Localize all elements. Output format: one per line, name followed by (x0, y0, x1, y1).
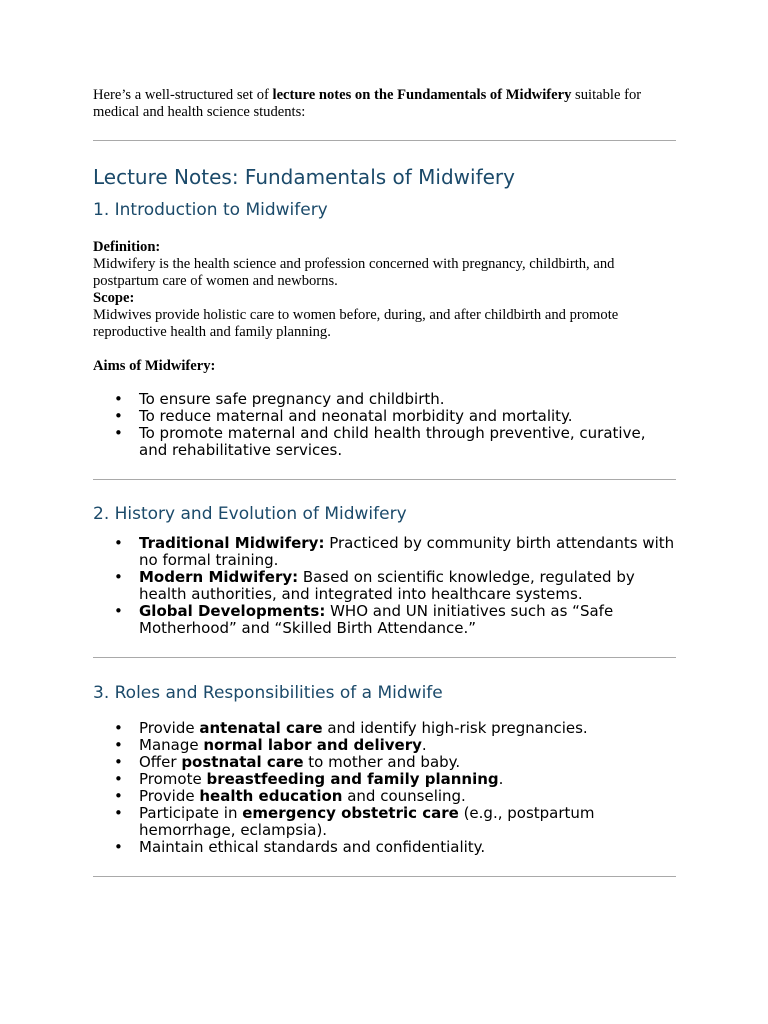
list-item: • Modern Midwifery: Based on scientific knowledge, regulated by health authorities, and integrated into healthcare systems. (114, 568, 635, 603)
intro-bold: lecture notes on the Fundamentals of Midwifery (272, 87, 572, 103)
bullet-icon: • (114, 390, 123, 408)
history-list (93, 535, 676, 637)
bullet-icon: • (114, 804, 123, 822)
bullet-icon: • (114, 534, 123, 552)
aims-list (93, 391, 676, 459)
divider-3 (93, 657, 676, 658)
list-item: • To reduce maternal and neonatal morbidity and mortality. (114, 407, 573, 425)
aims-label: Aims of Midwifery: (93, 358, 216, 374)
scope-text: Midwives provide holistic care to women before, during, and after childbirth and promote reproductive health and family planning. (93, 307, 619, 340)
bullet-icon: • (114, 602, 123, 620)
list-item: • Manage normal labor and delivery. (114, 736, 427, 754)
scope-label: Scope: (93, 290, 135, 306)
bullet-icon: • (114, 407, 123, 425)
divider-2 (93, 479, 676, 480)
list-item: • Offer postnatal care to mother and baby. (114, 753, 461, 771)
list-item: • Maintain ethical standards and confidentiality. (114, 838, 486, 856)
list-item: • Provide health education and counseling. (114, 787, 466, 805)
section-2-heading: 2. History and Evolution of Midwifery (93, 504, 407, 524)
document-page (93, 87, 676, 877)
bullet-icon: • (114, 787, 123, 805)
section-3-heading: 3. Roles and Responsibilities of a Midwife (93, 683, 443, 703)
intro-post: suitable for medical and health science students: (93, 87, 642, 120)
bullet-icon: • (114, 770, 123, 788)
bullet-icon: • (114, 736, 123, 754)
roles-list (93, 720, 676, 856)
list-item: • To promote maternal and child health through preventive, curative, and rehabilitative services. (114, 424, 646, 459)
list-item: • Participate in emergency obstetric care (e.g., postpartum hemorrhage, eclampsia). (114, 804, 595, 839)
bullet-icon: • (114, 424, 123, 442)
definition-label: Definition: (93, 239, 161, 255)
definition-text: Midwifery is the health science and profession concerned with pregnancy, childbirth, and postpartum care of women and newborns. (93, 256, 615, 289)
list-item: • Provide antenatal care and identify high-risk pregnancies. (114, 719, 588, 737)
section-1-body (93, 239, 676, 375)
bullet-icon: • (114, 568, 123, 586)
list-item: • Global Developments: WHO and UN initiatives such as “Safe Motherhood” and “Skilled Birth Attendance.” (114, 602, 614, 637)
divider-1 (93, 140, 676, 141)
bullet-icon: • (114, 838, 123, 856)
intro-pre: Here’s a well-structured set of (93, 87, 273, 103)
list-item: • Promote breastfeeding and family planning. (114, 770, 504, 788)
intro-paragraph (93, 87, 676, 121)
divider-4 (93, 876, 676, 877)
list-item: • Traditional Midwifery: Practiced by community birth attendants with no formal training. (114, 534, 675, 569)
bullet-icon: • (114, 719, 123, 737)
bullet-icon: • (114, 753, 123, 771)
section-1-heading: 1. Introduction to Midwifery (93, 200, 328, 220)
page-title: Lecture Notes: Fundamentals of Midwifery (93, 165, 515, 189)
list-item: • To ensure safe pregnancy and childbirth. (114, 390, 445, 408)
